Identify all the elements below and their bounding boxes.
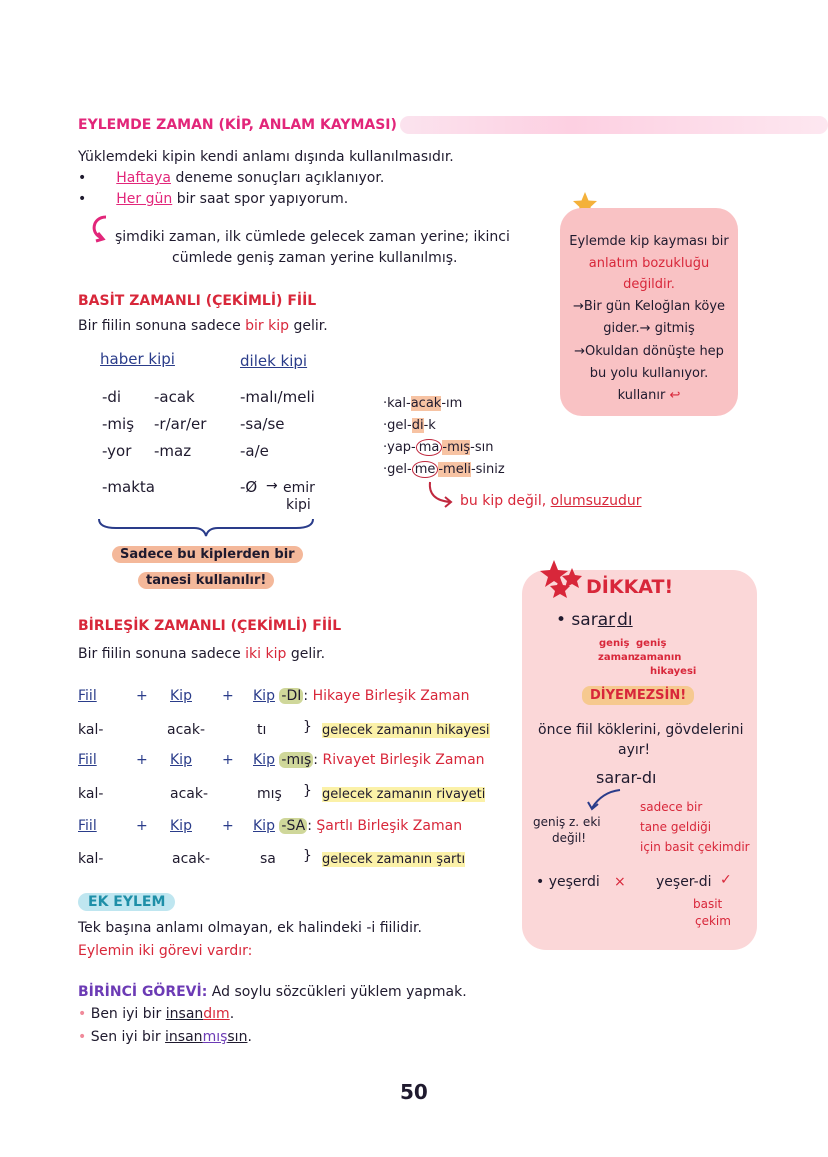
curved-arrow-icon: ↩ bbox=[669, 388, 681, 403]
label-genis-2: geniş bbox=[636, 638, 667, 649]
dilek-kipi-title: dilek kipi bbox=[240, 352, 308, 370]
example-2-end: -k bbox=[423, 418, 436, 433]
desc-highlight: iki kip bbox=[245, 646, 287, 662]
emir-label: emir bbox=[283, 480, 315, 496]
formula-plus: + bbox=[136, 688, 148, 704]
formula-kip-label: Kip bbox=[253, 818, 275, 834]
curly-brace-icon bbox=[96, 516, 316, 538]
heading-bar bbox=[400, 116, 828, 134]
formula-plus: + bbox=[136, 818, 148, 834]
label-hikayesi: hikayesi bbox=[650, 666, 697, 677]
formula-suffix: -SA bbox=[281, 818, 306, 834]
example-kip: acak- bbox=[170, 786, 209, 802]
note-line-2: anlatım bozukluğu bbox=[588, 256, 710, 271]
ex2-e: . bbox=[247, 1029, 252, 1045]
example-3-kip: -mış bbox=[442, 440, 471, 455]
basit-label: basit bbox=[693, 897, 723, 911]
cekim-label: çekim bbox=[695, 914, 731, 928]
label-zamanin: zamanın bbox=[634, 652, 682, 663]
example-3 bbox=[383, 440, 493, 455]
example-4-kip: -meli bbox=[438, 462, 471, 477]
bullet-1-word: Haftaya bbox=[116, 170, 171, 186]
note-line-7: bu yolu kullanıyor. bbox=[589, 366, 709, 381]
dikkat-word bbox=[556, 610, 633, 630]
birinci-gorev-label: BİRİNCİ GÖREVİ: bbox=[78, 984, 208, 1000]
negation-note bbox=[460, 493, 642, 509]
formula-name: Hikaye Birleşik Zaman bbox=[312, 688, 470, 704]
example-line-1 bbox=[78, 1006, 234, 1022]
degil-label: değil! bbox=[552, 831, 587, 845]
diyemezsin-text: DİYEMEZSİN! bbox=[582, 686, 694, 705]
negation-note-a: bu kip değil, bbox=[460, 493, 551, 509]
example-1-root: ·kal- bbox=[383, 396, 411, 411]
brace-icon: } bbox=[303, 719, 312, 735]
example-kip2: sa bbox=[260, 851, 276, 867]
haber-kipi-title: haber kipi bbox=[100, 350, 175, 368]
bullet-1 bbox=[78, 170, 384, 186]
dikkat-title: DİKKAT! bbox=[586, 576, 674, 598]
example-3-end: -sın bbox=[470, 440, 494, 455]
example-meaning-text: gelecek zamanın hikayesi bbox=[322, 723, 490, 738]
haber-suffix-acak: -acak bbox=[154, 388, 195, 406]
example-1-end: -ım bbox=[441, 396, 463, 411]
definition-text: Yüklemdeki kipin kendi anlamı dışında kullanılmasıdır. bbox=[78, 149, 454, 165]
note-line-1: Eylemde kip kayması bir bbox=[569, 234, 729, 249]
bullet-2 bbox=[78, 191, 348, 207]
formula-suffix: -DI bbox=[281, 688, 302, 704]
note-line-5: gider.→ gitmiş bbox=[603, 321, 695, 336]
dikkat-word-b: ar bbox=[597, 610, 616, 630]
negation-note-b: olumsuzudur bbox=[550, 493, 642, 509]
ex2-b: insan bbox=[165, 1029, 203, 1045]
haber-suffix-r: -r/ar/er bbox=[154, 415, 207, 433]
dilek-suffix-a: -a/e bbox=[240, 442, 269, 460]
formula-kip-label: Kip bbox=[253, 752, 275, 768]
formula-plus: + bbox=[136, 752, 148, 768]
example-meaning-text: gelecek zamanın rivayeti bbox=[322, 787, 486, 802]
example-3-negation: ma bbox=[416, 439, 443, 456]
ex1-c: dım bbox=[203, 1006, 230, 1022]
formula-kip: Kip bbox=[170, 818, 192, 834]
callout-line-1-text: Sadece bu kiplerden bir bbox=[112, 546, 303, 563]
wrong-mark-icon: × bbox=[614, 874, 626, 890]
note-line-4: →Bir gün Keloğlan köye bbox=[572, 299, 726, 314]
formula-name: Şartlı Birleşik Zaman bbox=[316, 818, 463, 834]
ex1-b: insan bbox=[165, 1006, 204, 1022]
haber-suffix-mis: -miş bbox=[102, 415, 135, 433]
example-3-root: ·yap- bbox=[383, 440, 416, 455]
example-4-root: ·gel- bbox=[383, 462, 412, 477]
ex2-c: mış bbox=[202, 1029, 228, 1045]
formula-name: Rivayet Birleşik Zaman bbox=[322, 752, 485, 768]
star-cluster-icon bbox=[534, 556, 590, 602]
example-2-root: ·gel- bbox=[383, 418, 412, 433]
label-zaman-1: zaman bbox=[598, 652, 635, 663]
note-line-8 bbox=[560, 388, 738, 403]
ex2-a: Sen iyi bir bbox=[90, 1029, 166, 1045]
ex1-d: . bbox=[229, 1006, 235, 1022]
dilek-suffix-empty: -Ø bbox=[240, 478, 258, 496]
formula-plus: + bbox=[222, 818, 234, 834]
example-1 bbox=[383, 396, 462, 411]
dilek-suffix-sa: -sa/se bbox=[240, 415, 285, 433]
birlesik-description bbox=[78, 646, 325, 662]
basit-description bbox=[78, 318, 328, 334]
haber-suffix-maz: -maz bbox=[154, 442, 192, 460]
example-2 bbox=[383, 418, 436, 433]
curved-arrow-icon bbox=[424, 480, 456, 510]
section-heading-birlesik: BİRLEŞİK ZAMANLI (ÇEKİMLİ) FİİL bbox=[78, 618, 342, 634]
note-line-8-text: kullanır bbox=[617, 388, 666, 403]
formula-colon: : bbox=[307, 818, 312, 834]
once-line-1: önce fiil köklerini, gövdelerini bbox=[538, 722, 744, 738]
bullet-2-rest: bir saat spor yapıyorum. bbox=[172, 191, 349, 207]
example-meaning-text: gelecek zamanın şartı bbox=[322, 852, 466, 867]
yeserdi-wrong: • yeşerdi bbox=[536, 874, 600, 890]
bullet-dot: • bbox=[78, 1006, 87, 1022]
ek-eylem-desc: Tek başına anlamı olmayan, ek halindeki -i fiilidir. bbox=[78, 920, 422, 936]
example-4-negation: me bbox=[412, 461, 439, 478]
formula-kip: Kip bbox=[170, 752, 192, 768]
sadece-line-2: tane geldiği bbox=[640, 820, 712, 834]
arrow-note-line-1: şimdiki zaman, ilk cümlede gelecek zaman yerine; ikinci bbox=[115, 229, 510, 245]
ex1-a: Ben iyi bir bbox=[90, 1006, 166, 1022]
yeserdi-right: yeşer-di bbox=[656, 874, 712, 890]
example-kip2: mış bbox=[257, 786, 282, 802]
callout-line-2-text: tanesi kullanılır! bbox=[138, 572, 274, 589]
section-heading-basit: BASİT ZAMANLI (ÇEKİMLİ) FİİL bbox=[78, 293, 317, 309]
formula-kip: Kip bbox=[170, 688, 192, 704]
example-meaning bbox=[322, 852, 465, 867]
formula-fiil: Fiil bbox=[78, 818, 97, 834]
bullet-2-word: Her gün bbox=[116, 191, 173, 207]
formula-colon: : bbox=[313, 752, 319, 768]
brace-icon: } bbox=[303, 848, 312, 864]
brace-icon: } bbox=[303, 783, 312, 799]
example-meaning bbox=[322, 723, 490, 738]
bullet-dot: • bbox=[78, 1029, 87, 1045]
gorev-line: Eylemin iki görevi vardır: bbox=[78, 943, 253, 959]
callout-line-1 bbox=[112, 547, 303, 562]
note-line-3: değildir. bbox=[623, 277, 675, 292]
once-line-2: ayır! bbox=[618, 742, 651, 758]
example-4-end: -siniz bbox=[470, 462, 505, 477]
curved-arrow-icon bbox=[88, 214, 114, 244]
formula-kip-suffix bbox=[253, 688, 470, 704]
desc-highlight: bir kip bbox=[245, 318, 290, 334]
example-root: kal- bbox=[78, 851, 104, 867]
haber-suffix-di: -di bbox=[102, 388, 122, 406]
pointer-arrow-icon bbox=[584, 786, 624, 814]
desc-part-c: gelir. bbox=[286, 646, 326, 662]
dikkat-word-a: • sar bbox=[556, 610, 598, 630]
formula-kip-label: Kip bbox=[253, 688, 275, 704]
desc-part-a: Bir fiilin sonuna sadece bbox=[78, 646, 246, 662]
haber-suffix-makta: -makta bbox=[102, 478, 155, 496]
example-root: kal- bbox=[78, 722, 104, 738]
bullet-1-rest: deneme sonuçları açıklanıyor. bbox=[171, 170, 385, 186]
formula-fiil: Fiil bbox=[78, 752, 97, 768]
bullet-dot: • bbox=[78, 170, 87, 186]
kipi-label: kipi bbox=[286, 497, 311, 513]
formula-plus: + bbox=[222, 688, 234, 704]
sadece-line-1: sadece bir bbox=[640, 800, 703, 814]
dikkat-word-c: dı bbox=[617, 610, 633, 630]
page-number: 50 bbox=[400, 1080, 428, 1104]
desc-part-a: Bir fiilin sonuna sadece bbox=[78, 318, 246, 334]
haber-suffix-yor: -yor bbox=[102, 442, 132, 460]
arrow-note-line-2: cümlede geniş zaman yerine kullanılmış. bbox=[172, 250, 458, 266]
example-kip: acak- bbox=[172, 851, 211, 867]
example-1-kip: acak bbox=[410, 396, 442, 411]
formula-plus: + bbox=[222, 752, 234, 768]
formula-fiil: Fiil bbox=[78, 688, 97, 704]
example-kip2: tı bbox=[257, 722, 267, 738]
ek-eylem-badge bbox=[78, 894, 175, 910]
bullet-dot: • bbox=[78, 191, 87, 207]
callout-line-2 bbox=[138, 573, 274, 588]
kip-kaymasi-note bbox=[560, 208, 738, 416]
ek-eylem-badge-text: EK EYLEM bbox=[78, 893, 175, 911]
section-heading-kip-kaymasi: EYLEMDE ZAMAN (KİP, ANLAM KAYMASI) bbox=[78, 117, 397, 133]
example-line-2 bbox=[78, 1029, 252, 1045]
example-kip: acak- bbox=[167, 722, 206, 738]
formula-kip-suffix bbox=[253, 818, 462, 834]
note-line-6: →Okuldan dönüşte hep bbox=[574, 344, 724, 359]
formula-kip-suffix bbox=[253, 752, 485, 768]
birinci-gorev-text: Ad soylu sözcükleri yüklem yapmak. bbox=[207, 984, 467, 1000]
birinci-gorev bbox=[78, 984, 467, 1000]
formula-colon: : bbox=[303, 688, 309, 704]
sadece-line-3: için basit çekimdir bbox=[640, 840, 750, 854]
example-meaning bbox=[322, 787, 485, 802]
desc-part-c: gelir. bbox=[289, 318, 328, 334]
check-icon: ✓ bbox=[720, 872, 732, 888]
example-4 bbox=[383, 462, 505, 477]
example-root: kal- bbox=[78, 786, 104, 802]
label-genis-1: geniş bbox=[599, 638, 630, 649]
diyemezsin-badge bbox=[582, 688, 694, 703]
genis-z-eki: geniş z. eki bbox=[533, 815, 601, 829]
arrow-icon: → bbox=[266, 478, 278, 494]
dilek-suffix-mali: -malı/meli bbox=[240, 388, 315, 406]
formula-suffix: -mış bbox=[281, 752, 312, 768]
ex2-d: sın bbox=[227, 1029, 248, 1045]
example-2-kip: di bbox=[411, 418, 424, 433]
sarar-word: sarar-dı bbox=[596, 768, 657, 787]
